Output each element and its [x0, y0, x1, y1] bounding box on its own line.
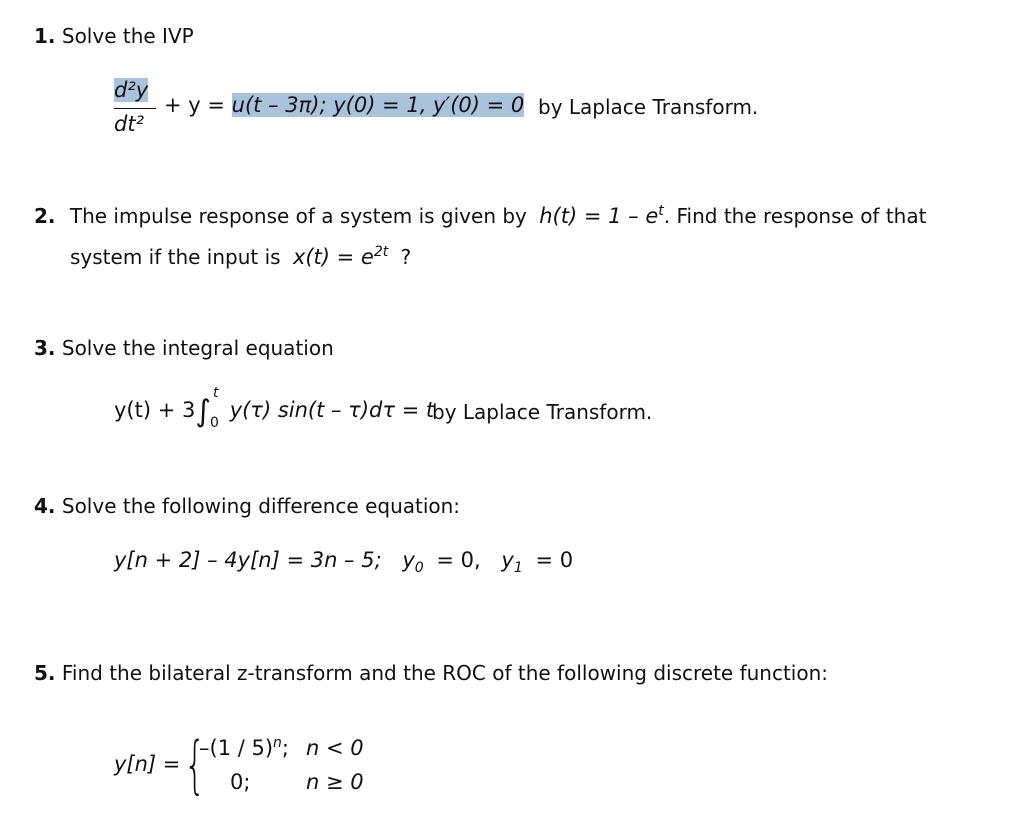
- problem-1-equation: [164, 93, 524, 117]
- condition-2: [501, 548, 523, 577]
- problem-1-number: 1.: [34, 24, 56, 48]
- case-1-sup: n: [273, 735, 282, 751]
- problem-2-text-1: The impulse response of a system is given by: [69, 204, 527, 228]
- problem-3-number: 3.: [34, 336, 56, 360]
- condition-2-var: y: [501, 548, 514, 572]
- piecewise-case-2-condition: n ≥ 0: [306, 770, 364, 794]
- problem-3-heading: [34, 336, 334, 360]
- h-expr-sup: t: [658, 203, 664, 219]
- problem-2-x-expr: [293, 245, 388, 269]
- problem-1-suffix: by Laplace Transform.: [538, 95, 759, 119]
- problem-3-eq-left: y(t) + 3: [114, 398, 196, 422]
- problem-2-text-2: system if the input is: [70, 245, 281, 269]
- x-expr-sup: 2t: [373, 244, 389, 260]
- condition-1-sub: 0: [414, 560, 424, 577]
- problem-1-eq-highlight: u(t – 3π); y(0) = 1, y′(0) = 0: [231, 93, 525, 117]
- problem-2-question-mark: ?: [400, 245, 412, 269]
- problem-4-heading: [34, 494, 460, 518]
- case-1-expr: –(1 / 5): [199, 736, 274, 760]
- problem-3-title: Solve the integral equation: [61, 336, 334, 360]
- problem-2-h-expr: [539, 204, 664, 228]
- piecewise-case-1-condition: n < 0: [306, 736, 364, 760]
- problem-4-equation: [114, 548, 574, 577]
- condition-2-value: = 0: [535, 548, 574, 572]
- case-1-semicolon: ;: [281, 736, 289, 760]
- problem-2-line-2: [70, 245, 411, 269]
- condition-1-var: y: [402, 548, 415, 572]
- piecewise-case-1: [199, 736, 289, 760]
- problem-1-denominator: dt²: [114, 112, 144, 136]
- integral-sign: ∫: [195, 394, 211, 429]
- condition-1-value: = 0,: [436, 548, 481, 572]
- fraction-bar: [114, 108, 156, 109]
- x-expr-text: x(t) = e: [292, 245, 374, 269]
- problem-5-lhs: y[n] =: [114, 752, 181, 776]
- h-expr-text: h(t) = 1 – e: [539, 204, 659, 228]
- condition-1: [402, 548, 424, 577]
- problem-1-eq-mid: + y =: [164, 93, 225, 117]
- integral-upper-limit: t: [213, 385, 219, 401]
- problem-3-eq-right: y(τ) sin(t – τ)dτ = t: [229, 398, 435, 422]
- problem-5-title: Find the bilateral z-transform and the ROC of the following discrete function:: [61, 661, 829, 685]
- problem-4-number: 4.: [34, 494, 56, 518]
- problem-2-line-1: [34, 204, 926, 228]
- problem-2-number: 2.: [34, 204, 56, 228]
- integral-lower-limit: 0: [210, 415, 219, 431]
- problem-1-heading: [34, 24, 194, 48]
- integral-limits: [210, 385, 223, 431]
- problem-4-title: Solve the following difference equation:: [61, 494, 461, 518]
- problem-2-line-1-end: . Find the response of that: [663, 204, 927, 228]
- problem-5-heading: [34, 661, 828, 685]
- problem-4-eq: y[n + 2] – 4y[n] = 3n – 5;: [114, 548, 382, 572]
- problem-1-numerator: d²y: [114, 78, 149, 102]
- condition-2-sub: 1: [513, 560, 523, 577]
- problem-1-fraction: [114, 78, 158, 142]
- problem-5-number: 5.: [34, 661, 56, 685]
- problem-1-title: Solve the IVP: [61, 24, 194, 48]
- piecewise-case-2: 0;: [230, 770, 251, 794]
- piecewise-brace: {: [184, 728, 206, 801]
- problem-3-suffix: by Laplace Transform.: [432, 400, 653, 424]
- problem-3-equation: [114, 385, 435, 431]
